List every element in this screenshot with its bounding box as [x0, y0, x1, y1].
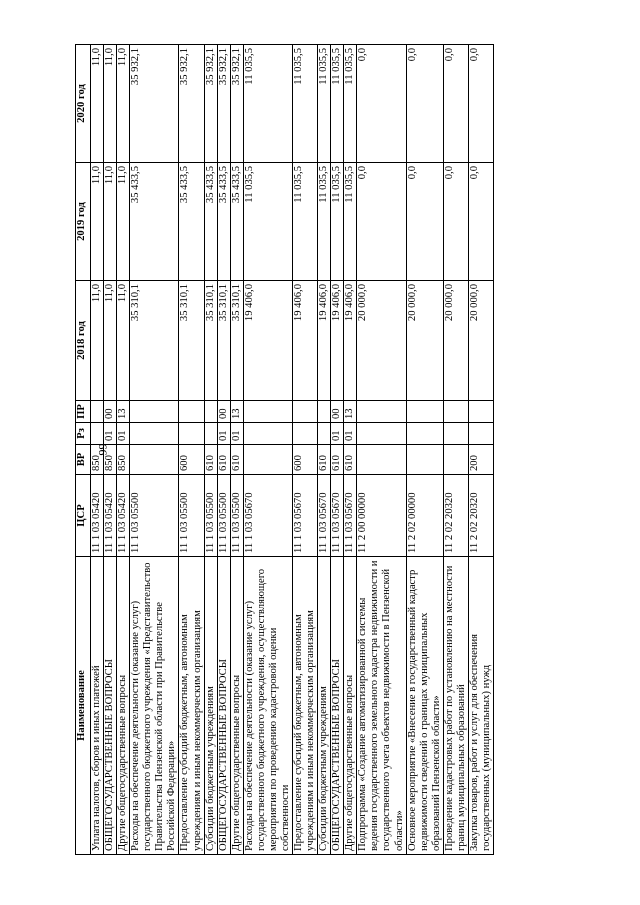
cell-2019: 35 433,5: [230, 163, 243, 281]
cell-name: ОБЩЕГОСУДАРСТВЕННЫЕ ВОПРОСЫ: [104, 557, 117, 855]
cell-2019: 0,0: [406, 163, 443, 281]
cell-2019: 11,0: [117, 163, 130, 281]
cell-csr: 11 2 02 20320: [468, 475, 493, 557]
cell-name: Другие общегосударственные вопросы: [117, 557, 130, 855]
cell-csr: 11 1 03 05670: [243, 475, 292, 557]
cell-2019: 35 433,5: [179, 163, 204, 281]
cell-pr: [243, 401, 292, 423]
table-row: [406, 45, 443, 855]
cell-csr: 11 1 03 05420: [117, 475, 130, 557]
cell-csr: 11 2 02 20320: [443, 475, 468, 557]
cell-name: Расходы на обеспечение деятельности (оказание услуг) государственного бюджетного учреждения, осуществляющего мероприятия по проведению кадастровой оценки собственности: [243, 557, 292, 855]
header-pr: ПР: [76, 401, 91, 423]
cell-2019: 0,0: [443, 163, 468, 281]
cell-2020: 35 932,1: [130, 45, 179, 163]
cell-rz: [468, 423, 493, 445]
cell-pr: [443, 401, 468, 423]
cell-csr: 11 2 02 00000: [406, 475, 443, 557]
cell-2019: 11,0: [104, 163, 117, 281]
cell-pr: 13: [230, 401, 243, 423]
cell-pr: [318, 401, 331, 423]
cell-csr: 11 1 03 05420: [104, 475, 117, 557]
header-name: Наименование: [76, 557, 91, 855]
cell-pr: 13: [117, 401, 130, 423]
cell-vr: 610: [217, 445, 230, 475]
cell-csr: 11 1 03 05500: [230, 475, 243, 557]
header-2020: 2020 год: [76, 45, 91, 163]
cell-2018: 35 310,1: [204, 281, 217, 401]
cell-pr: 00: [104, 401, 117, 423]
cell-pr: [204, 401, 217, 423]
cell-vr: 600: [293, 445, 318, 475]
cell-2020: 35 932,1: [204, 45, 217, 163]
cell-pr: [357, 401, 406, 423]
cell-2018: 35 310,1: [130, 281, 179, 401]
cell-vr: 850: [104, 445, 117, 475]
cell-rz: 01: [344, 423, 357, 445]
cell-name: Основное мероприятие «Внесение в государственный кадастр недвижимости сведений о границах муниципальных образований Пензенской области»: [406, 557, 443, 855]
cell-2020: 35 932,1: [230, 45, 243, 163]
cell-2018: 20 000,0: [468, 281, 493, 401]
cell-2018: 11,0: [91, 281, 104, 401]
cell-rz: 01: [104, 423, 117, 445]
table-row: [104, 45, 117, 855]
cell-pr: [130, 401, 179, 423]
cell-2019: 11 035,5: [243, 163, 292, 281]
table-row: [344, 45, 357, 855]
header-vr: ВР: [76, 445, 91, 475]
cell-2018: 19 406,0: [243, 281, 292, 401]
cell-rz: [204, 423, 217, 445]
header-2018: 2018 год: [76, 281, 91, 401]
cell-2020: 0,0: [443, 45, 468, 163]
cell-rz: [243, 423, 292, 445]
cell-vr: 610: [230, 445, 243, 475]
cell-2018: 19 406,0: [318, 281, 331, 401]
cell-2019: 35 433,5: [204, 163, 217, 281]
cell-2018: 19 406,0: [331, 281, 344, 401]
cell-rz: [293, 423, 318, 445]
table-row: [204, 45, 217, 855]
cell-vr: [243, 445, 292, 475]
header-rz: Рз: [76, 423, 91, 445]
table-row: [357, 45, 406, 855]
table-row: [179, 45, 204, 855]
cell-2018: 35 310,1: [179, 281, 204, 401]
cell-name: Предоставление субсидий бюджетным, автономным учреждениям и иным некоммерческим организациям: [179, 557, 204, 855]
cell-csr: 11 1 03 05420: [91, 475, 104, 557]
cell-2020: 11,0: [117, 45, 130, 163]
cell-2020: 11 035,5: [318, 45, 331, 163]
cell-2019: 11 035,5: [331, 163, 344, 281]
table-row: [117, 45, 130, 855]
cell-name: Расходы на обеспечение деятельности (оказание услуг) государственного бюджетного учреждения «Представительство Правительства Пензенской области при Правительстве Российской Федерации»: [130, 557, 179, 855]
table-row: [293, 45, 318, 855]
cell-2018: 20 000,0: [443, 281, 468, 401]
cell-name: Предоставление субсидий бюджетным, автономным учреждениям и иным некоммерческим организациям: [293, 557, 318, 855]
cell-2019: 11 035,5: [344, 163, 357, 281]
page-number: 99: [95, 443, 110, 456]
cell-vr: [406, 445, 443, 475]
cell-vr: [357, 445, 406, 475]
cell-vr: 850: [117, 445, 130, 475]
cell-2018: 19 406,0: [293, 281, 318, 401]
cell-pr: 13: [344, 401, 357, 423]
cell-2019: 11,0: [91, 163, 104, 281]
cell-rz: 01: [331, 423, 344, 445]
cell-rz: [91, 423, 104, 445]
cell-name: ОБЩЕГОСУДАРСТВЕННЫЕ ВОПРОСЫ: [331, 557, 344, 855]
cell-rz: [130, 423, 179, 445]
cell-name: Субсидии бюджетным учреждениям: [204, 557, 217, 855]
cell-pr: [406, 401, 443, 423]
cell-vr: 610: [204, 445, 217, 475]
table-row: [217, 45, 230, 855]
cell-2020: 0,0: [357, 45, 406, 163]
cell-2019: 0,0: [468, 163, 493, 281]
cell-name: Уплата налогов, сборов и иных платежей: [91, 557, 104, 855]
cell-2018: 20 000,0: [357, 281, 406, 401]
cell-csr: 11 1 03 05670: [331, 475, 344, 557]
table-row: [468, 45, 493, 855]
header-csr: ЦСР: [76, 475, 91, 557]
table-row: [331, 45, 344, 855]
cell-pr: [91, 401, 104, 423]
cell-vr: 610: [331, 445, 344, 475]
cell-2018: 19 406,0: [344, 281, 357, 401]
table-row: [318, 45, 331, 855]
cell-2020: 35 932,1: [217, 45, 230, 163]
cell-rz: [179, 423, 204, 445]
cell-2020: 11,0: [91, 45, 104, 163]
table-row: [243, 45, 292, 855]
cell-csr: 11 1 03 05500: [204, 475, 217, 557]
cell-csr: 11 2 00 00000: [357, 475, 406, 557]
cell-2019: 11 035,5: [293, 163, 318, 281]
table-row: [130, 45, 179, 855]
cell-rz: [443, 423, 468, 445]
cell-name: Закупка товаров, работ и услуг для обеспечения государственных (муниципальных) нужд: [468, 557, 493, 855]
cell-2018: 11,0: [104, 281, 117, 401]
cell-vr: 610: [318, 445, 331, 475]
cell-rz: [318, 423, 331, 445]
cell-2019: 35 433,5: [217, 163, 230, 281]
cell-rz: [406, 423, 443, 445]
cell-rz: 01: [217, 423, 230, 445]
cell-rz: [357, 423, 406, 445]
cell-rz: 01: [117, 423, 130, 445]
cell-name: Подпрограмма «Создание автоматизированной системы ведения государственного земельного кадастра недвижимости и государственного учета объектов недвижимости в Пензенской области»: [357, 557, 406, 855]
cell-vr: 200: [468, 445, 493, 475]
cell-2020: 11,0: [104, 45, 117, 163]
budget-table: [75, 44, 494, 855]
table-header-row: [76, 45, 91, 855]
cell-vr: [443, 445, 468, 475]
table-body: [91, 45, 494, 855]
cell-name: ОБЩЕГОСУДАРСТВЕННЫЕ ВОПРОСЫ: [217, 557, 230, 855]
cell-2020: 11 035,5: [293, 45, 318, 163]
cell-2020: 0,0: [468, 45, 493, 163]
cell-name: Другие общегосударственные вопросы: [230, 557, 243, 855]
cell-name: Субсидии бюджетным учреждениям: [318, 557, 331, 855]
cell-rz: 01: [230, 423, 243, 445]
cell-pr: [468, 401, 493, 423]
cell-pr: [293, 401, 318, 423]
header-2019: 2019 год: [76, 163, 91, 281]
cell-2020: 11 035,5: [331, 45, 344, 163]
cell-vr: [130, 445, 179, 475]
cell-vr: 850: [91, 445, 104, 475]
cell-csr: 11 1 03 05670: [344, 475, 357, 557]
cell-pr: [179, 401, 204, 423]
cell-2018: 20 000,0: [406, 281, 443, 401]
cell-2019: 35 433,5: [130, 163, 179, 281]
cell-2018: 35 310,1: [230, 281, 243, 401]
cell-csr: 11 1 03 05500: [179, 475, 204, 557]
cell-2020: 35 932,1: [179, 45, 204, 163]
cell-2018: 11,0: [117, 281, 130, 401]
cell-csr: 11 1 03 05670: [318, 475, 331, 557]
cell-csr: 11 1 03 05500: [217, 475, 230, 557]
cell-pr: 00: [217, 401, 230, 423]
table-row: [443, 45, 468, 855]
table-row: [230, 45, 243, 855]
cell-name: Проведение кадастровых работ по установлению на местности границ муниципальных образований: [443, 557, 468, 855]
cell-2020: 11 035,5: [243, 45, 292, 163]
cell-2018: 35 310,1: [217, 281, 230, 401]
cell-csr: 11 1 03 05670: [293, 475, 318, 557]
cell-csr: 11 1 03 05500: [130, 475, 179, 557]
cell-2020: 0,0: [406, 45, 443, 163]
cell-2019: 11 035,5: [318, 163, 331, 281]
cell-pr: 00: [331, 401, 344, 423]
cell-2019: 0,0: [357, 163, 406, 281]
cell-name: Другие общегосударственные вопросы: [344, 557, 357, 855]
cell-2020: 11 035,5: [344, 45, 357, 163]
cell-vr: 610: [344, 445, 357, 475]
budget-table-wrapper: [75, 45, 577, 855]
table-row: [91, 45, 104, 855]
cell-vr: 600: [179, 445, 204, 475]
